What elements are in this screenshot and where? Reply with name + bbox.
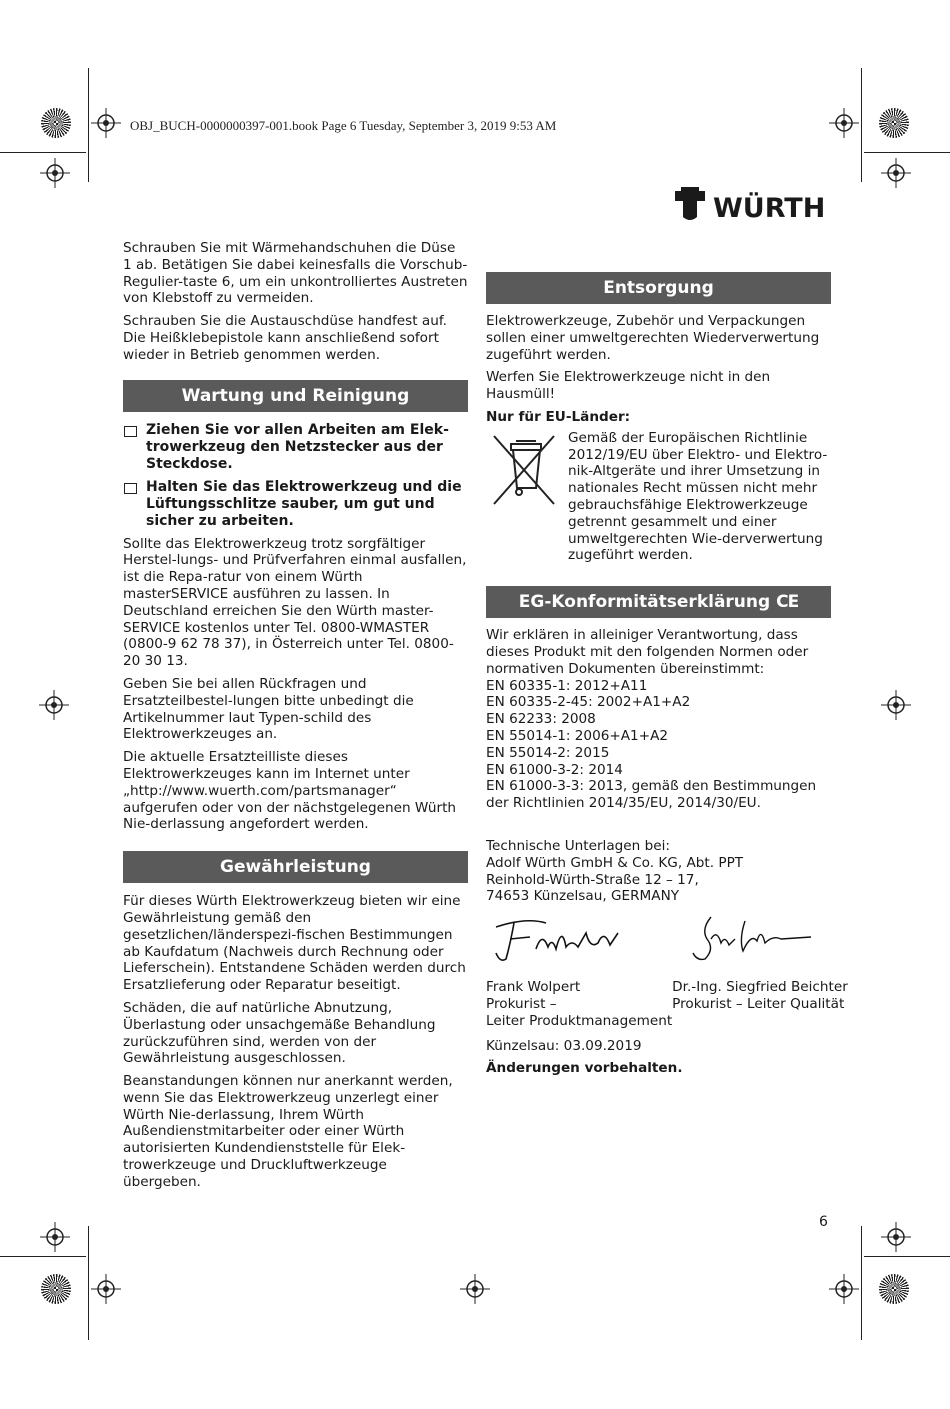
eu-countries-heading: Nur für EU-Länder: xyxy=(486,408,631,425)
conformity-intro: Wir erklären in alleiniger Verantwortung, dass dieses Produkt mit den folgenden Normen oder normativen Dokumenten übereinstimmt: xyxy=(486,627,809,677)
tech-docs-street: Reinhold-Würth-Straße 12 – 17, xyxy=(486,871,699,888)
nozzle-replace-paragraph: Schrauben Sie die Austauschdüse handfest auf. Die Heißklebepistole kann anschließend sofort wieder in Betrieb genommen werden. xyxy=(123,313,447,363)
tech-docs-city: 74653 Künzelsau, GERMANY xyxy=(486,888,680,905)
weee-text: Gemäß der Europäischen Richtlinie 2012/19/EU über Elektro- und Elektro-nik-Altgeräte und ihrer Umsetzung in nationales Recht müssen nicht mehr gebrauchsfähige Elektrowerkzeuge getrennt gesammelt und einer umweltgerechten Wie-derverwertung zugeführt werden. xyxy=(568,429,828,564)
right-column xyxy=(486,272,848,1083)
crosshair-mark-icon xyxy=(40,1222,70,1252)
crosshair-mark-icon xyxy=(881,1222,911,1252)
registration-circle-top-left xyxy=(41,108,71,138)
crosshair-mark-icon xyxy=(39,690,69,720)
crosshair-mark-icon xyxy=(91,1274,121,1304)
signatory-role: Prokurist – xyxy=(486,995,557,1012)
signature-images xyxy=(486,909,831,971)
svg-text:F. Wolpert: F. Wolpert xyxy=(486,967,491,969)
signatory-left xyxy=(486,979,672,1029)
conformity-title-text: EG-Konformitätserklärung xyxy=(518,592,771,613)
crosshair-mark-icon xyxy=(881,690,911,720)
standard-item: EN 62233: 2008 xyxy=(486,711,596,728)
wurth-logo xyxy=(673,187,833,227)
tech-docs-label: Technische Unterlagen bei: xyxy=(486,837,670,854)
maintenance-section-title: Wartung und Reinigung xyxy=(123,380,468,412)
safety-bullet-text: Halten Sie das Elektrowerkzeug und die Lüftungsschlitze sauber, um gut und sicher zu arbeiten. xyxy=(146,478,462,529)
standard-item: EN 60335-1: 2012+A11 xyxy=(486,677,648,694)
standard-item: EN 61000-3-3: 2013, gemäß den Bestimmungen der Richtlinien 2014/35/EU, 2014/30/EU. xyxy=(486,778,817,812)
ce-mark-icon: CE xyxy=(776,592,799,613)
article-number-paragraph: Geben Sie bei allen Rückfragen und Ersatzteilbestel-lungen bitte unbedingt die Artikelnummer laut Typen-schild des Elektrowerkzeuges an. xyxy=(123,675,414,743)
disposal-paragraph: Elektrowerkzeuge, Zubehör und Verpackungen sollen einer umweltgerechten Wiederverwertung zugeführt werden. xyxy=(486,313,820,363)
crosshair-mark-icon xyxy=(91,108,121,138)
registration-circle-top-right xyxy=(879,108,909,138)
crosshair-mark-icon xyxy=(460,1274,490,1304)
signature-wolpert-icon xyxy=(486,909,636,969)
household-waste-paragraph: Werfen Sie Elektrowerkzeuge nicht in den Hausmüll! xyxy=(486,369,771,403)
warranty-section-title: Gewährleistung xyxy=(123,851,468,883)
safety-bullet xyxy=(123,422,468,473)
tech-docs-company: Adolf Würth GmbH & Co. KG, Abt. PPT xyxy=(486,854,744,871)
left-column xyxy=(123,240,468,1197)
registration-circle-bottom-right xyxy=(879,1274,909,1304)
svg-text:WÜRTH: WÜRTH xyxy=(713,193,826,224)
disposal-section-title: Entsorgung xyxy=(486,272,831,304)
signatory-right xyxy=(672,979,848,1029)
crosshair-mark-icon xyxy=(829,108,859,138)
signatory-name: Dr.-Ing. Siegfried Beichter xyxy=(672,979,848,996)
crossed-out-wheelie-bin-icon xyxy=(486,430,568,510)
signature-beichter-icon xyxy=(681,909,831,969)
checkbox-bullet-icon xyxy=(124,426,137,437)
declaration-date: Künzelsau: 03.09.2019 xyxy=(486,1037,642,1054)
changes-reserved: Änderungen vorbehalten. xyxy=(486,1060,683,1077)
standard-item: EN 60335-2-45: 2002+A1+A2 xyxy=(486,694,691,711)
warranty-claims-paragraph: Beanstandungen können nur anerkannt werden, wenn Sie das Elektrowerkzeug unzerlegt einer Würth Nie-derlassung, Ihrem Würth Außendienstmitarbeiter oder einer Würth autorisierten Kundendienststelle für Elek-trowerkzeuge und Druckluftwerkzeuge übergeben. xyxy=(123,1073,453,1190)
registration-circle-bottom-left xyxy=(41,1274,71,1304)
standard-item: EN 55014-2: 2015 xyxy=(486,744,610,761)
parts-list-paragraph: Die aktuelle Ersatzteilliste dieses Elektrowerkzeuges kann im Internet unter „http://www.wuerth.com/partsmanager“ aufgerufen oder von der nächstgelegenen Würth Nie-derlassung angefordert werden. xyxy=(123,749,457,833)
signatory-name: Frank Wolpert xyxy=(486,979,581,996)
crosshair-mark-icon xyxy=(829,1274,859,1304)
signatories xyxy=(486,979,848,1029)
crosshair-mark-icon xyxy=(881,158,911,188)
page-number: 6 xyxy=(819,1214,828,1230)
weee-block xyxy=(486,430,831,564)
safety-bullet xyxy=(123,479,468,530)
signatory-role: Prokurist – Leiter Qualität xyxy=(672,995,845,1012)
service-paragraph: Sollte das Elektrowerkzeug trotz sorgfältiger Herstel-lungs- und Prüfverfahren einmal ausfallen, ist die Repa-ratur von einem Würth masterSERVICE ausführen zu lassen. In Deutschland erreichen Sie den Würth master-SERVICE kostenlos unter Tel. 0800-WMASTER (0800-9 62 78 37), in Österreich unter Tel. 0800-20 30 13. xyxy=(123,535,467,670)
svg-text:Siegfried Beichter: Siegfried Beichter xyxy=(681,967,690,969)
warranty-paragraph: Für dieses Würth Elektrowerkzeug bieten wir eine Gewährleistung gemäß den gesetzlichen/länderspezi-fischen Bestimmungen ab Kaufdatum (Nachweis durch Rechnung oder Lieferschein). Entstandene Schäden werden durch Ersatzlieferung oder Reparatur beseitigt. xyxy=(123,893,466,994)
safety-bullet-text: Ziehen Sie vor allen Arbeiten am Elek-trowerkzeug den Netzstecker aus der Steckdose. xyxy=(146,421,449,472)
signatory-role: Leiter Produktmanagement xyxy=(486,1012,673,1029)
checkbox-bullet-icon xyxy=(124,483,137,494)
book-file-header: OBJ_BUCH-0000000397-001.book Page 6 Tuesday, September 3, 2019 9:53 AM xyxy=(130,118,557,133)
standard-item: EN 61000-3-2: 2014 xyxy=(486,761,623,778)
warranty-exclusion-paragraph: Schäden, die auf natürliche Abnutzung, Überlastung oder unsachgemäße Behandlung zurückzuführen sind, werden von der Gewährleistung ausgeschlossen. xyxy=(123,999,436,1067)
standard-item: EN 55014-1: 2006+A1+A2 xyxy=(486,727,669,744)
conformity-section-title xyxy=(486,586,831,618)
crosshair-mark-icon xyxy=(40,158,70,188)
nozzle-removal-paragraph: Schrauben Sie mit Wärmehandschuhen die Düse 1 ab. Betätigen Sie dabei keinesfalls die Vorschub-Regulier-taste 6, um ein unkontrolliertes Austreten von Klebstoff zu vermeiden. xyxy=(123,240,468,307)
